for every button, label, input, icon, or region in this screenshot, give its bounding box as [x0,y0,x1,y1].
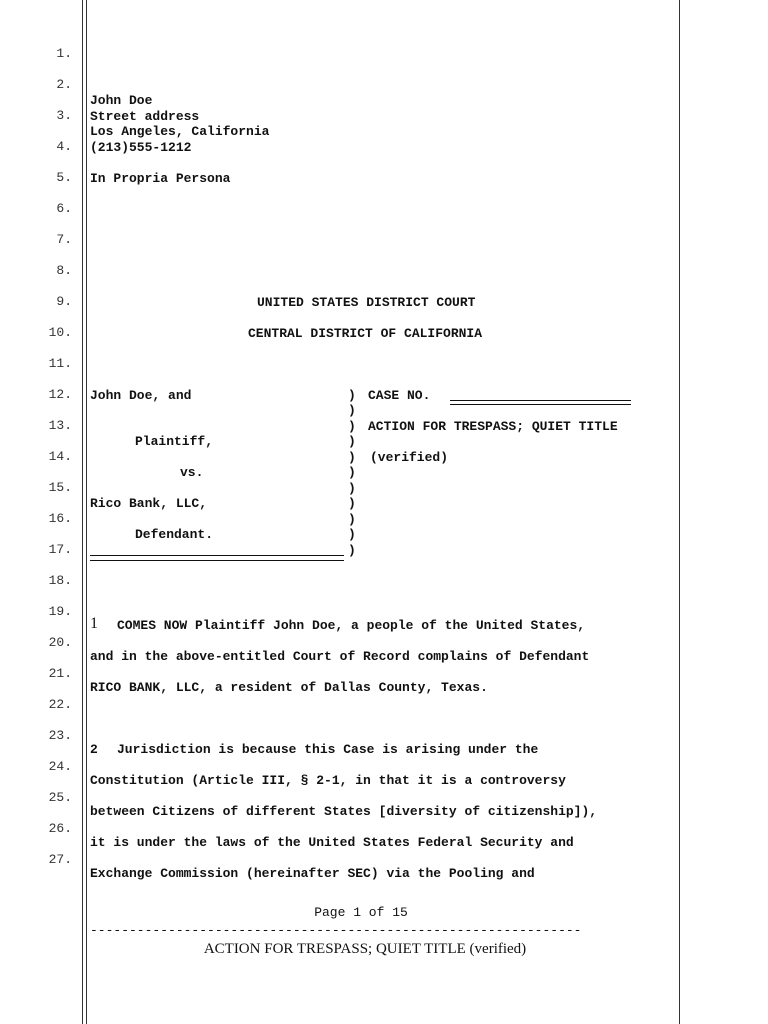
line-number: 2. [56,77,72,92]
para2-line: Exchange Commission (hereinafter SEC) via the Pooling and [90,866,535,881]
left-margin-rule-outer [82,0,83,1024]
header-city: Los Angeles, California [90,124,270,139]
line-number: 15. [48,480,72,495]
footer-separator: --------------------------------------------------------------- [90,923,582,938]
court-name: UNITED STATES DISTRICT COURT [257,295,476,310]
caption-paren: ) [348,465,356,480]
line-number: 24. [48,759,72,774]
line-number: 13. [48,418,72,433]
caption-defendant-name: Rico Bank, LLC, [90,496,208,511]
case-number-blank [450,400,631,405]
line-number: 20. [48,635,72,650]
para1-line: RICO BANK, LLC, a resident of Dallas County, Texas. [90,680,488,695]
paragraph-number: 1 [90,615,98,632]
para1-line: COMES NOW Plaintiff John Doe, a people of the United States, [117,618,586,633]
header-name: John Doe [90,93,153,108]
header-status: In Propria Persona [90,171,231,186]
line-number: 5. [56,170,72,185]
caption-defendant-label: Defendant. [135,527,214,542]
para1-line: and in the above-entitled Court of Record complains of Defendant [90,649,590,664]
caption-paren: ) [348,388,356,403]
line-number: 17. [48,542,72,557]
line-number: 14. [48,449,72,464]
right-margin-rule [679,0,680,1024]
line-number: 25. [48,790,72,805]
action-verified: (verified) [370,450,449,465]
caption-paren: ) [348,434,356,449]
caption-paren: ) [348,527,356,542]
line-number: 6. [56,201,72,216]
header-street: Street address [90,109,200,124]
caption-plaintiff-name: John Doe, and [90,388,192,403]
line-number: 9. [56,294,72,309]
line-number: 1. [56,46,72,61]
line-number: 26. [48,821,72,836]
left-margin-rule-inner [86,0,87,1024]
para2-line: Jurisdiction is because this Case is arising under the [117,742,539,757]
line-number: 7. [56,232,72,247]
line-number: 3. [56,108,72,123]
para2-line: it is under the laws of the United States Federal Security and [90,835,574,850]
line-number: 8. [56,263,72,278]
caption-double-rule [90,555,344,561]
line-number: 22. [48,697,72,712]
case-number-label: CASE NO. [368,388,431,403]
header-phone: (213)555-1212 [90,140,192,155]
page-number: Page 1 of 15 [314,905,408,920]
caption-plaintiff-label: Plaintiff, [135,434,214,449]
caption-vs: vs. [180,465,204,480]
action-title: ACTION FOR TRESPASS; QUIET TITLE [368,419,618,434]
line-number: 12. [48,387,72,402]
footer-title: ACTION FOR TRESPASS; QUIET TITLE (verified) [203,941,527,957]
line-number: 21. [48,666,72,681]
caption-paren: ) [348,419,356,434]
line-number: 23. [48,728,72,743]
para2-line: between Citizens of different States [diversity of citizenship]), [90,804,598,819]
line-number: 10. [48,325,72,340]
caption-paren: ) [348,481,356,496]
line-number: 4. [56,139,72,154]
caption-paren: ) [348,512,356,527]
paragraph-number: 2 [90,742,98,757]
caption-paren: ) [348,403,356,418]
caption-paren: ) [348,450,356,465]
line-number: 11. [48,356,72,371]
court-district: CENTRAL DISTRICT OF CALIFORNIA [248,326,483,341]
line-number-column [0,0,72,1024]
line-number: 19. [48,604,72,619]
caption-paren: ) [348,543,356,558]
line-number: 16. [48,511,72,526]
caption-paren: ) [348,496,356,511]
para2-line: Constitution (Article III, § 2-1, in that it is a controversy [90,773,566,788]
line-number: 27. [48,852,72,867]
line-number: 18. [48,573,72,588]
